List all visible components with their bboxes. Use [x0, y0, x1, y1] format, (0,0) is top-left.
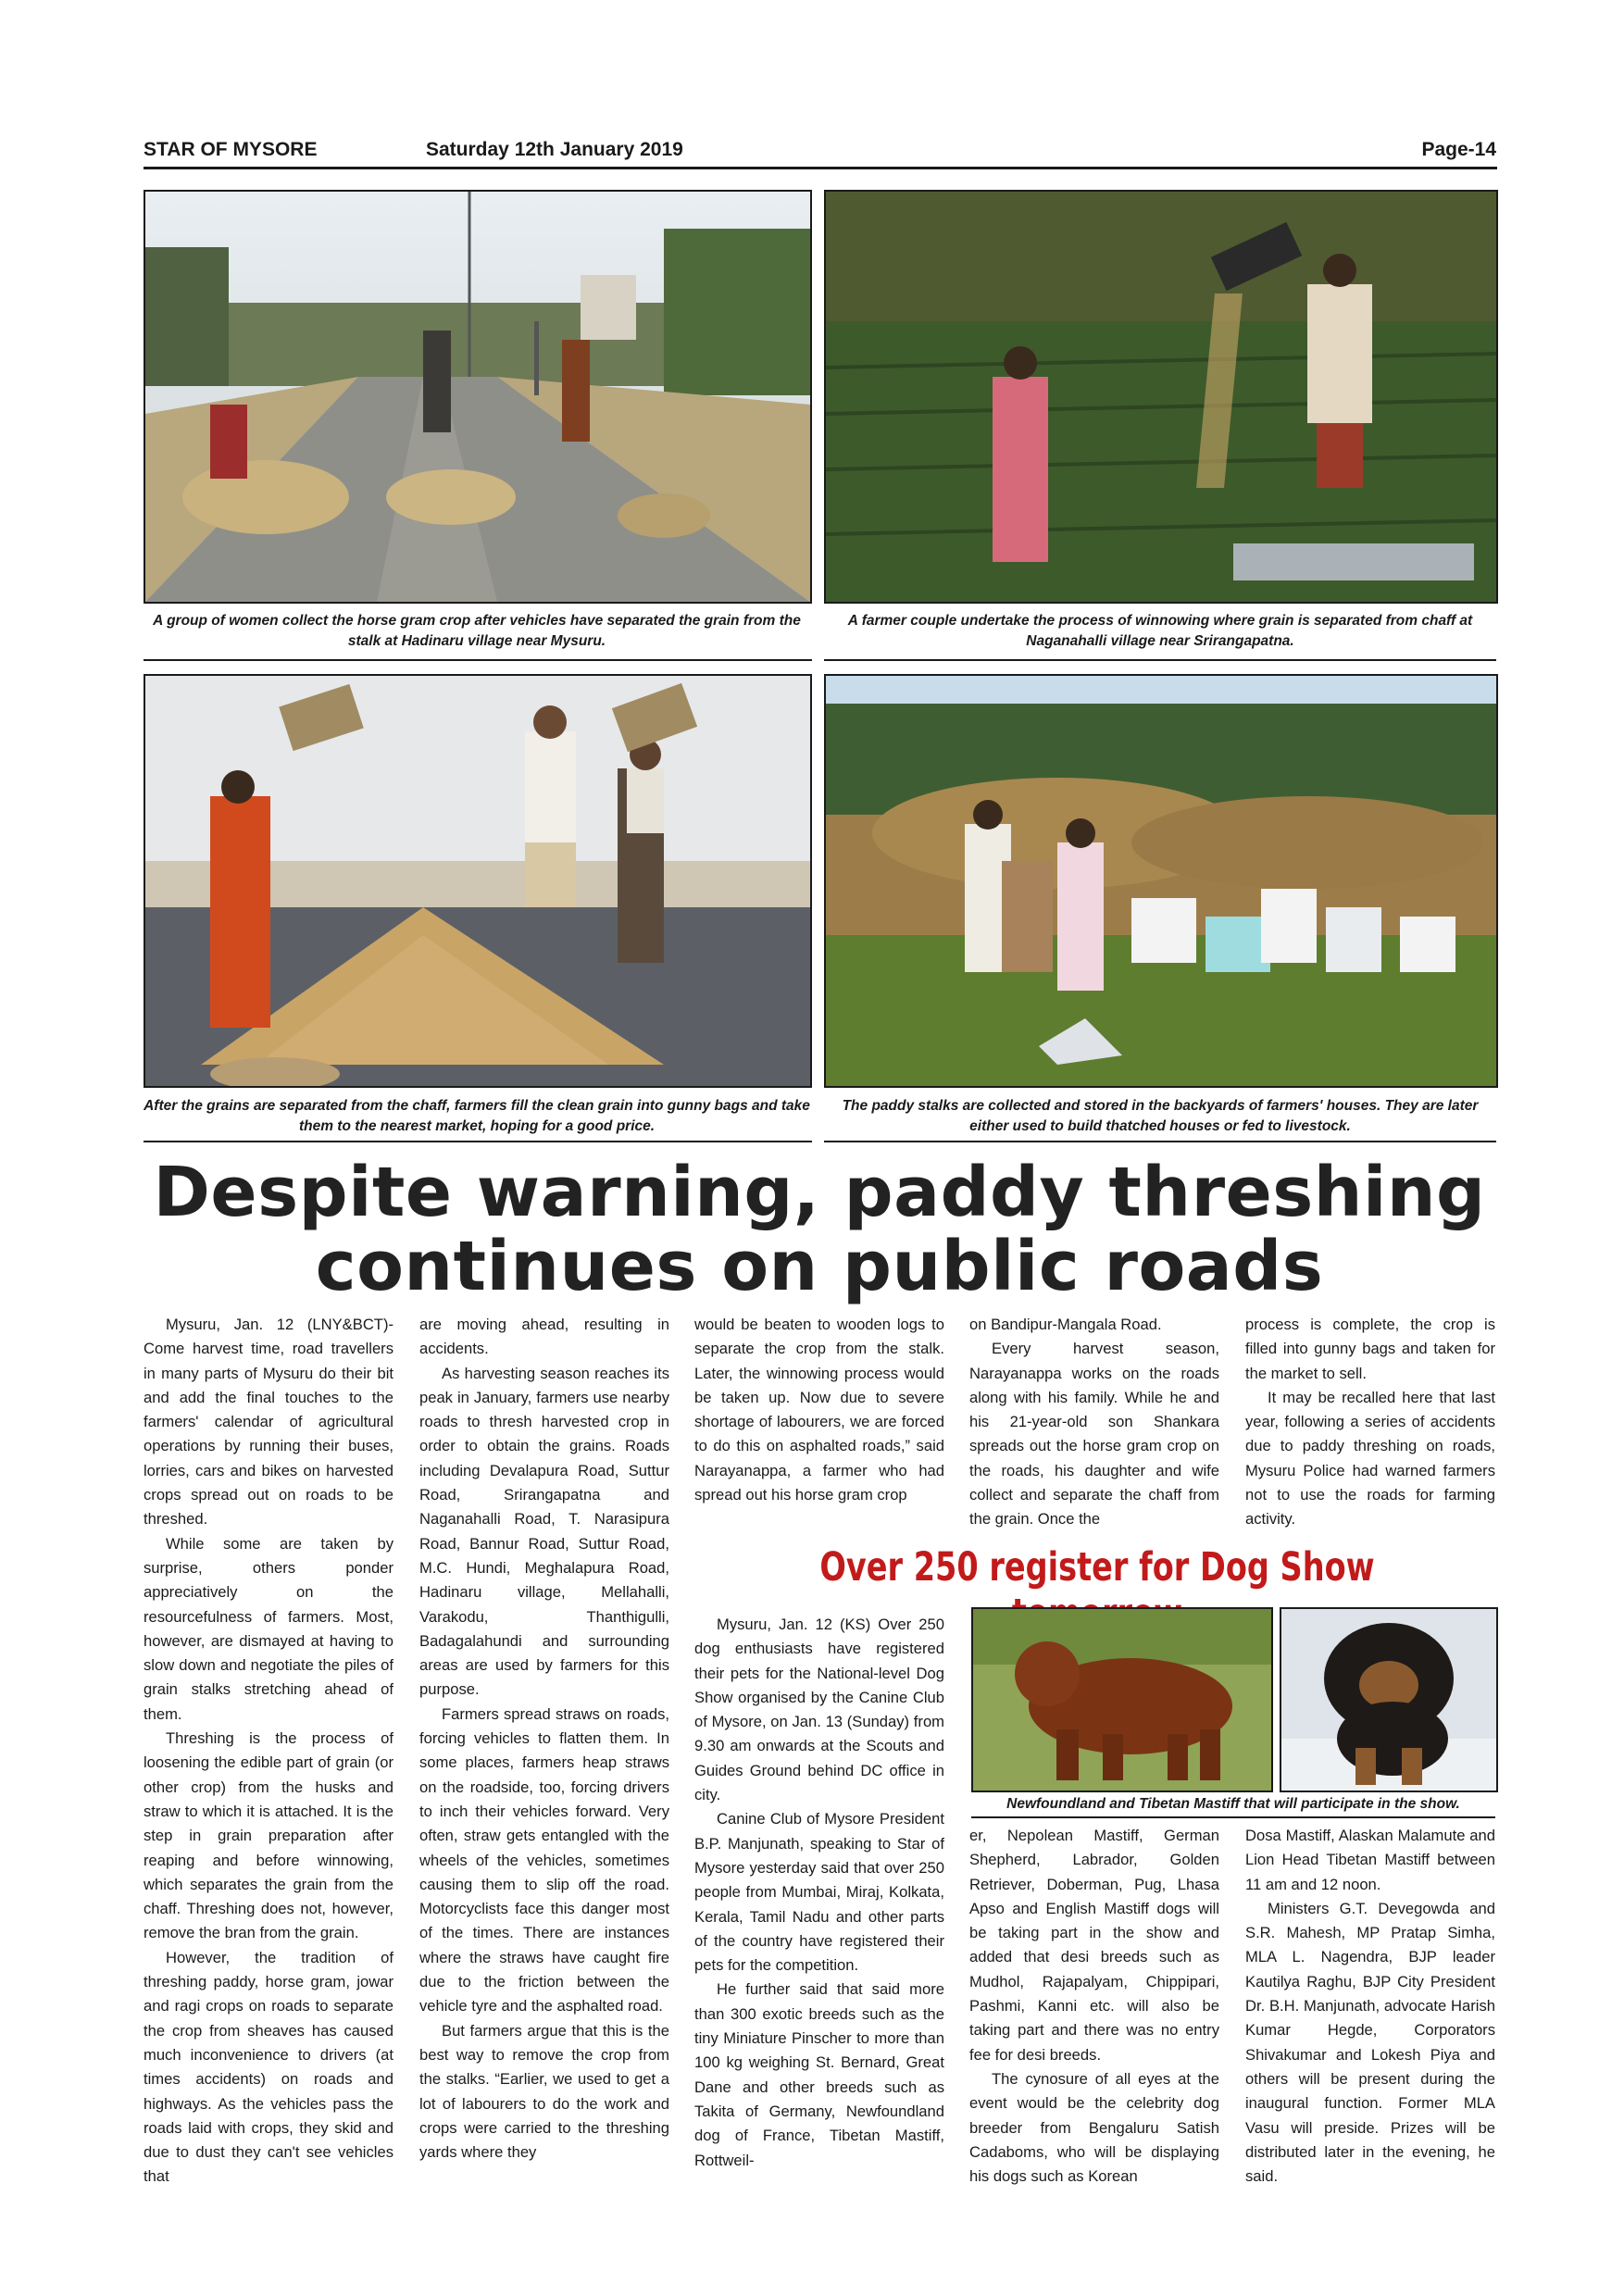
headline-line-1: Despite warning, paddy threshing — [153, 1153, 1486, 1232]
article-column-3 — [694, 1313, 944, 1507]
photo-caption-1: A group of women collect the horse gram crop after vehicles have separated the grain from the stalk at Hadinaru village near Mysuru. — [153, 613, 801, 649]
dog-show-headline: Over 250 register for Dog Show — [819, 1544, 1375, 1591]
paragraph: would be beaten to wooden logs to separate the crop from the stalk. Later, the winnowing process would be taken up. Now due to severe shortage of labourers, we are forced to do this on asphalted roads,” said Narayanappa, a farmer who had spread out his horse gram crop — [694, 1316, 944, 1504]
paragraph: Mysuru, Jan. 12 (KS) Over 250 dog enthusiasts have registered their pets for the National-level Dog Show organised by the Canine Club of Mysore, on Jan. 13 (Sunday) from 9.30 am onwards at the Scouts and Guides Ground behind DC office in city. — [694, 1616, 944, 1804]
paragraph: process is complete, the crop is filled into gunny bags and taken for the market to sell. — [1245, 1316, 1495, 1382]
dog-column-1 — [694, 1613, 944, 2173]
paragraph: He further said that said more than 300 exotic breeds such as the tiny Miniature Pinscher to more than 100 kg weighing St. Bernard, Great Dane and other breeds such as Takita of Germany, Newfoundland dog of France, Tibetan Mastiff, Rottweil- — [694, 1980, 944, 2169]
paragraph: Mysuru, Jan. 12 (LNY&BCT)- Come harvest time, road travellers in many parts of Mysuru do their bit and add the final touches to the farmers' calendar of agricultural operations by running their buses, lorries, cars and bikes on harvested crops spread out on roads to be threshed. — [144, 1316, 394, 1529]
photo-caption-4: The paddy stalks are collected and stored in the backyards of farmers' houses. They are later either used to build thatched houses or fed to livestock. — [842, 1098, 1479, 1134]
photo-newfoundland — [971, 1607, 1273, 1792]
paragraph: Threshing is the process of loosening the edible part of grain (or other crop) from the husks and straw to which it is attached. It is the step in grain preparation after reaping and before winnowing, which separates the grain from the chaff. Threshing does not, however, remove the bran from the grain. — [144, 1729, 394, 1942]
caption-rule-3 — [144, 1141, 812, 1142]
paragraph: Canine Club of Mysore President B.P. Manjunath, speaking to Star of Mysore yesterday said that over 250 people from Mumbai, Miraj, Kolkata, Kerala, Tamil Nadu and other parts of the country have registered their pets for the competition. — [694, 1810, 944, 1975]
dog-photo-caption: Newfoundland and Tibetan Mastiff that will participate in the show. — [1006, 1796, 1460, 1812]
photo-winnowing-couple — [824, 190, 1498, 604]
masthead-rule — [144, 167, 1497, 169]
article-column-1 — [144, 1313, 394, 2190]
page-number: Page-14 — [1421, 139, 1496, 160]
paragraph: Ministers G.T. Devegowda and S.R. Mahesh, MP Pratap Simha, MLA L. Nagendra, BJP leader Kautilya Raghu, BJP City President Dr. B.H. Manjunath, advocate Harish Kumar Hegde, Corporators Shivakumar and Lokesh Piya and others will be present during the inaugural function. Former MLA Vasu will preside. Prizes will be distributed later in the evening, he said. — [1245, 1899, 1495, 2186]
headline-line-2: continues on public roads — [315, 1227, 1324, 1306]
paragraph: Dosa Mastiff, Alaskan Malamute and Lion Head Tibetan Mastiff between 11 am and 12 noon. — [1245, 1827, 1495, 1893]
photo-grain-heap — [144, 674, 812, 1088]
paragraph: Farmers spread straws on roads, forcing vehicles to flatten them. In some places, farmers heap straws on the roadside, too, forcing drivers to inch their vehicles forward. Very often, straw gets entangled with the wheels of the vehicles, sometimes causing them to slip off the road. Motorcyclists face this danger most of the times. There are instances where the straws have caught fire due to the friction between the vehicle tyre and the asphalted road. — [419, 1704, 669, 2015]
paragraph: er, Nepolean Mastiff, German Shepherd, Labrador, Golden Retriever, Doberman, Pug, Lhasa Apso and English Mastiff dogs will be taking part in the show and added that desi breeds such as Mudhol, Rajapalyam, Chippipari, Pashmi, Kanni etc. will also be taking part and there was no entry fee for desi breeds. — [969, 1827, 1219, 2064]
article-column-2 — [419, 1313, 669, 2165]
paragraph: on Bandipur-Mangala Road. — [969, 1316, 1162, 1333]
article-column-5 — [1245, 1313, 1495, 1532]
paragraph: Every harvest season, Narayanappa works on the roads along with his family. While he and his 21-year-old son Shankara spreads out the horse gram crop on the roads, his daughter and wife collect and separate the chaff from the grain. Once the — [969, 1340, 1219, 1529]
photo-caption-3: After the grains are separated from the chaff, farmers fill the clean grain into gunny bags and take them to the nearest market, hoping for a good price. — [144, 1098, 810, 1134]
paragraph: are moving ahead, resulting in accidents. — [419, 1316, 669, 1358]
caption-rule-2 — [824, 659, 1496, 661]
paragraph: As harvesting season reaches its peak in January, farmers use nearby roads to thresh harvested crop in order to obtain the grains. Roads including Devalapura Road, Suttur Road, Srirangapatna and Naganahalli Road, T. Narasipura Road, Bannur Road, Suttur Road, M.C. Hundi, Meghalapura Road, Hadinaru village, Mellahalli, Varakodu, Thanthigulli, Badagalahundi and surrounding areas are used by farmers for this purpose. — [419, 1364, 669, 1699]
issue-date: Saturday 12th January 2019 — [426, 139, 683, 160]
photo-tibetan-mastiff — [1280, 1607, 1498, 1792]
dog-column-3 — [1245, 1824, 1495, 2189]
photo-women-road-horse-gram — [144, 190, 812, 604]
photo-caption-2: A farmer couple undertake the process of winnowing where grain is separated from chaff at Naganahalli village near Srirangapatna. — [847, 613, 1473, 649]
paragraph: It may be recalled here that last year, following a series of accidents due to paddy threshing on roads, Mysuru Police had warned farmers not to use the roads for farming activity. — [1245, 1388, 1495, 1529]
paragraph: But farmers argue that this is the best way to remove the crop from the stalks. “Earlier, we used to get a lot of labourers to do the work and crops were carried to the threshing yards where they — [419, 2021, 669, 2162]
paragraph: However, the tradition of threshing paddy, horse gram, jowar and ragi crops on roads to separate the crop from sheaves has caused much inconvenience to drivers (at times accidents) on roads and highways. As the vehicles pass the roads laid with crops, they skid and due to dust they can't see vehicles that — [144, 1948, 394, 2186]
dog-column-2 — [969, 1824, 1219, 2189]
dog-caption-rule — [971, 1816, 1495, 1818]
paragraph: While some are taken by surprise, others ponder appreciatively on the resourcefulness of farmers. Most, however, are dismayed at having to slow down and negotiate the piles of grain stalks stretching ahead of them. — [144, 1534, 394, 1723]
article-column-4 — [969, 1313, 1219, 1532]
paragraph: The cynosure of all eyes at the event would be the celebrity dog breeder from Bengaluru Satish Cadaboms, who will be displaying his dogs such as Korean — [969, 2069, 1219, 2186]
caption-rule-1 — [144, 659, 812, 661]
photo-paddy-stalks — [824, 674, 1498, 1088]
caption-rule-4 — [824, 1141, 1496, 1142]
newspaper-name: STAR OF MYSORE — [144, 139, 318, 160]
